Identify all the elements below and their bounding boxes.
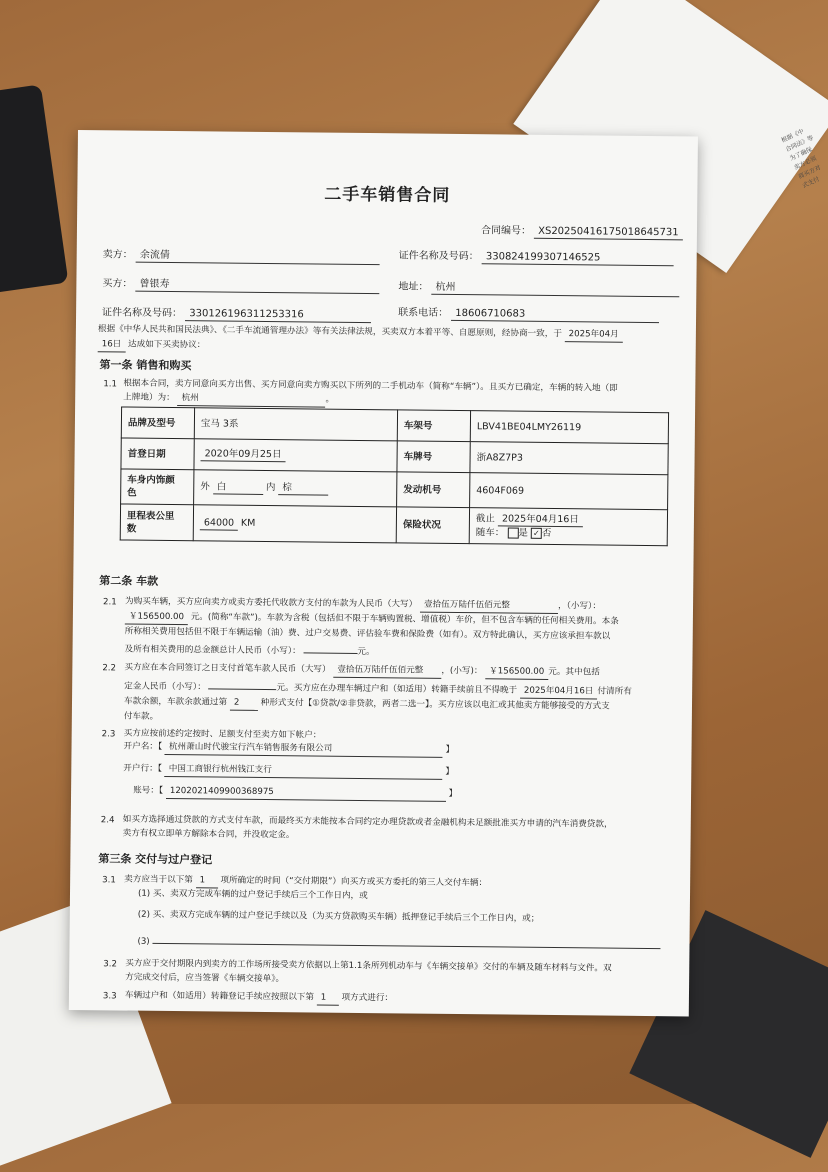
- mileage-label-line1: 里程表公里: [126, 510, 175, 522]
- clause-3-2-number: 3.2: [103, 959, 117, 970]
- preamble: [98, 322, 688, 358]
- clause-2-1-text-e: 及所有相关费用的总金额总计人民币（小写）：: [124, 644, 301, 657]
- clause-2-2-text-a: 买方应在本合同签订之日支付首笔车款人民币（大写）: [124, 662, 331, 675]
- address-label: 地址：: [398, 281, 429, 293]
- vin-label: 车架号: [397, 410, 470, 442]
- vehicle-info-table: [120, 406, 669, 546]
- engine-value: 4604F069: [470, 473, 668, 510]
- phone-row: [398, 306, 659, 323]
- delivery-option: 1: [196, 873, 218, 888]
- article-2-title: 第二条 车款: [99, 574, 159, 588]
- contract-page: [69, 130, 698, 1016]
- outer-color-label: 外: [200, 481, 210, 493]
- article-3-title: 第三条 交付与过户登记: [98, 852, 213, 867]
- clause-3-2-text-b: 方完成交付后，应当签署《车辆交接单》。: [125, 972, 285, 985]
- table-row: [121, 469, 668, 510]
- bracket-close: 】: [448, 788, 458, 800]
- delivery-option-3-row: [137, 931, 660, 954]
- reg-date-label: 首登日期: [121, 438, 194, 470]
- delivery-option-3: (3): [137, 936, 150, 947]
- clause-1-1-text2: 上牌地）为：: [123, 392, 175, 404]
- preamble-date-day: 16日: [98, 337, 126, 352]
- seller-name: 余流倩: [136, 249, 380, 266]
- desk-object-dark: [0, 84, 68, 295]
- clause-2-4-number: 2.4: [100, 815, 115, 826]
- clause-3-3: [125, 989, 685, 1010]
- clause-2-1: [124, 595, 685, 663]
- clause-3-3-text-a: 车辆过户和（如适用）转籍登记手续应按照以下第: [124, 990, 315, 1003]
- price-lower: ￥156500.00: [125, 610, 188, 626]
- buyer-id-label: 证件名称及号码：: [102, 307, 183, 320]
- deposit-blank: [209, 676, 277, 690]
- clause-3-3-text-b: 项方式进行：: [341, 992, 394, 1004]
- first-payment-upper: 壹拾伍万陆仟伍佰元整: [333, 663, 441, 679]
- plate-value: 浙A8Z7P3: [470, 442, 668, 475]
- clause-2-3-number: 2.3: [101, 729, 116, 740]
- total-amount-blank: [303, 640, 357, 654]
- phone: 18606710683: [451, 307, 659, 323]
- transfer-option: 1: [317, 991, 339, 1006]
- seller-row: [103, 248, 380, 265]
- buyer-label: 买方：: [102, 278, 133, 290]
- address: 杭州: [431, 281, 679, 298]
- clause-3-2: [125, 957, 685, 991]
- buyer-name: 曾银寿: [135, 278, 379, 295]
- destination-city: 杭州: [177, 391, 325, 408]
- clause-3-1-text-a: 卖方应当于以下第: [124, 874, 193, 886]
- payment-method: 2: [230, 696, 258, 711]
- account-no-label: 账号：【: [133, 785, 164, 796]
- insurance-until-date: 2025年04月16日: [498, 512, 583, 527]
- corner-note: 根据《中 合同法》等 为了确保 卖方必须 商买方对 式支付: [780, 127, 822, 190]
- phone-label: 联系电话：: [398, 307, 449, 319]
- clause-2-3-text: 买方应按前述约定按时、足额支付至卖方如下帐户：: [123, 728, 322, 741]
- buyer-row: [102, 277, 379, 294]
- color-label-line1: 车身内饰颜: [127, 474, 175, 487]
- clause-2-1-text-d: 所称相关费用包括但不限于车辆运输（油）费、过户交易费、评估验车费和保险费（如有）。双方特此确认，买方应该承担车款以: [124, 626, 611, 642]
- insurance-cell: [469, 508, 667, 546]
- account-name-label: 开户名：【: [123, 741, 163, 752]
- seller-label: 卖方：: [102, 249, 133, 261]
- preamble-date-year-month: 2025年04月: [565, 327, 623, 343]
- seller-id: 330824199307146525: [482, 250, 674, 266]
- inner-color-label: 内: [265, 481, 276, 494]
- account-name: 杭州萧山时代骏宝行汽车销售服务有限公司: [165, 741, 443, 758]
- buyer-id-row: [102, 306, 371, 323]
- color-label-line2: 色: [127, 487, 137, 499]
- preamble-text-end: 达成如下买卖协议：: [127, 339, 206, 351]
- mileage-label: [120, 504, 193, 541]
- clause-2-2-number: 2.2: [102, 663, 117, 674]
- color-cell: [194, 470, 397, 507]
- clause-2-1-text-c: 元。(简称“车款”)。车款为含税（包括但不限于车辆购置税、增值税）车价，但不包含车辆的任何相关费用。本条: [190, 612, 619, 627]
- vin-value: LBV41BE04LMY26119: [470, 411, 668, 444]
- mileage-cell: [193, 505, 396, 543]
- buyer-id: 330126196311253316: [185, 307, 371, 323]
- clause-2-2-text-e: 元。买方应在办理车辆过户和（如适用）转籍手续前且不得晚于: [276, 683, 518, 696]
- clause-2-2-text-h: 种形式支付【①贷款/②非贷款，两者二选一】。买方应该以电汇或其他卖方能够接受的方式支: [260, 697, 610, 712]
- bracket-close: 】: [445, 766, 455, 777]
- clause-2-2-text-g: 车款余额，车款余款通过第: [123, 696, 228, 708]
- contract-no: XS20250416175018645731: [534, 225, 683, 241]
- engine-label: 发动机号: [397, 472, 470, 508]
- clause-2-2-text-b: ，(小写)：: [441, 665, 483, 677]
- brand-label: 品牌及型号: [121, 407, 194, 439]
- preamble-text: 根据《中华人民共和国民法典》、《二手车流通管理办法》等有关法律法规，买卖双方本着平等、自愿原则，经协商一致，于: [97, 324, 563, 340]
- account-no-row: [133, 785, 457, 802]
- delivery-option-3-blank: [152, 931, 660, 949]
- with-car-label: 随车：: [475, 527, 505, 539]
- article-1-title: 第一条 销售和购买: [99, 358, 192, 373]
- mileage-unit: KM: [240, 517, 256, 529]
- document-title: 二手车销售合同: [324, 184, 451, 206]
- account-no: 1202021409900368975: [166, 785, 446, 802]
- bracket-close: 】: [445, 744, 455, 755]
- clause-2-4-text-b: 卖方有权立即单方解除本合同，并没收定金。: [122, 828, 295, 841]
- brand-value: 宝马 3系: [194, 408, 397, 441]
- plate-label: 车牌号: [397, 441, 470, 473]
- address-row: [398, 280, 679, 297]
- clause-2-1-text-f: 元。: [357, 646, 375, 658]
- delivery-option-2: (2) 买、卖双方完成车辆的过户登记手续以及（为买方贷款购买车辆）抵押登记手续后三个工作日内，或；: [137, 909, 540, 924]
- reg-date-cell: [194, 439, 397, 472]
- first-payment-lower: ￥156500.00: [485, 664, 548, 680]
- yes-checkbox: [507, 528, 518, 539]
- reg-date-value: 2020年09月25日: [201, 447, 286, 462]
- clause-2-1-text-b: ，（小写）：: [557, 601, 601, 612]
- contract-no-label: 合同编号：: [480, 225, 532, 237]
- clause-3-1-text-b: 项所确定的时间（“交付期限”）向买方或买方委托的第三人交付车辆：: [220, 875, 488, 889]
- clause-2-4: [123, 813, 683, 847]
- clause-1-1-end: 。: [325, 394, 335, 405]
- clause-2-4-text-a: 如买方选择通过贷款的方式支付车款，而最终买方未能按本合同约定办理贷款或者金融机构未足额批准买方申请的汽车消费贷款，: [122, 814, 613, 830]
- inner-color-value: 棕: [278, 481, 328, 496]
- clause-1-1-number: 1.1: [103, 379, 118, 390]
- color-label: [121, 469, 194, 505]
- contract-no-row: [481, 224, 683, 240]
- no-label: 否: [541, 527, 552, 539]
- seller-id-label: 证件名称及号码：: [398, 250, 479, 263]
- clause-3-2-text-a: 买方应于交付期限内到卖方的工作场所接受卖方依据以上第1.1条所列机动车与《车辆交接单》交付的车辆及随车材料与文件。双: [125, 958, 612, 974]
- delivery-option-1: (1) 买、卖双方完成车辆的过户登记手续后三个工作日内，或: [137, 888, 368, 902]
- account-name-row: [123, 741, 454, 758]
- no-checkbox: ✓: [531, 528, 542, 539]
- bank-name: 中国工商银行杭州钱江支行: [165, 763, 443, 780]
- clause-2-2-text-i: 付车款。: [123, 711, 159, 722]
- price-upper: 壹拾伍万陆仟伍佰元整: [420, 598, 558, 614]
- clause-2-2-text-c: 元。其中包括: [548, 666, 600, 678]
- bank-row: [123, 763, 454, 780]
- insurance-label: 保险状况: [396, 507, 469, 544]
- payoff-deadline: 2025年04月16日: [520, 684, 598, 700]
- yes-label: 是: [518, 527, 528, 539]
- clause-2-2-text-f: 付清所有: [597, 686, 632, 697]
- table-row: [120, 504, 667, 546]
- clause-2-2-text-d: 定金人民币（小写）：: [124, 681, 206, 693]
- seller-id-row: [399, 249, 674, 266]
- clause-3-3-number: 3.3: [102, 991, 117, 1002]
- outer-color-value: 白: [213, 480, 263, 495]
- clause-2-1-text-a: 为购买车辆，买方应向卖方或卖方委托代收款方支付的车款为人民币（大写）: [125, 596, 418, 610]
- mileage-value: 64000: [200, 516, 238, 530]
- bank-label: 开户行：【: [123, 763, 163, 774]
- clause-3-1-number: 3.1: [102, 875, 116, 886]
- clause-1-1: [123, 376, 683, 411]
- clause-1-1-text: 根据本合同，卖方同意向买方出售、买方同意向卖方购买以下所列的二手机动车（简称“车辆”）。且买方已确定，车辆的转入地（即: [123, 378, 618, 394]
- clause-2-2: [124, 661, 685, 730]
- insurance-until-label: 截止: [475, 513, 496, 525]
- mileage-label-line2: 数: [126, 523, 137, 535]
- clause-2-1-number: 2.1: [103, 597, 117, 608]
